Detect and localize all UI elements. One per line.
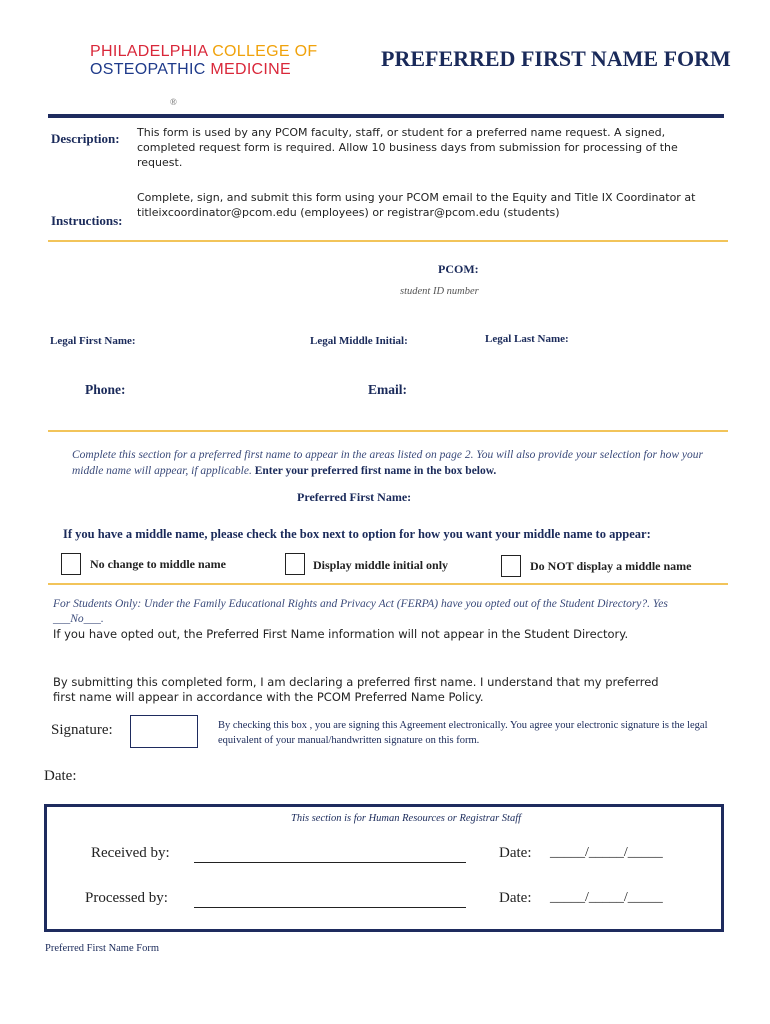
- hide-middle-checkbox[interactable]: [501, 555, 521, 577]
- staff-section-heading: This section is for Human Resources or Registrar Staff: [291, 813, 522, 824]
- ferpa-question: For Students Only: Under the Family Educational Rights and Privacy Act (FERPA) have you opted out of the Student Directory?. Yes ___No___.: [53, 598, 668, 625]
- no-change-checkbox[interactable]: [61, 553, 81, 575]
- esign-text: By checking this box , you are signing this Agreement electronically. You agree your electronic signature is the legal equivalent of your manual/handwritten signature on this form.: [218, 720, 708, 746]
- received-date-label: Date:: [499, 845, 532, 861]
- footer-text: Preferred First Name Form: [45, 943, 160, 954]
- email-label: Email:: [368, 382, 407, 397]
- declaration-text: By submitting this completed form, I am declaring a preferred first name. I understand that my preferred first name will appear in accordance with the PCOM Preferred Name Policy.: [53, 675, 659, 704]
- received-by-line[interactable]: [194, 862, 466, 863]
- signature-label: Signature:: [51, 722, 113, 738]
- middle-initial-checkbox[interactable]: [285, 553, 305, 575]
- pcom-id-hint: student ID number: [400, 286, 479, 297]
- form-title: PREFERRED FIRST NAME FORM: [381, 46, 731, 71]
- processed-by-label: Processed by:: [85, 890, 168, 906]
- processed-by-line[interactable]: [194, 907, 466, 908]
- logo-line-2: [90, 61, 291, 79]
- no-change-option-label: No change to middle name: [90, 557, 226, 571]
- section-divider-1: [48, 240, 728, 242]
- ferpa-note: If you have opted out, the Preferred First Name information will not appear in the Student Directory.: [53, 627, 629, 641]
- logo-text-main-1: PHILADELPHIA: [90, 43, 208, 60]
- logo-text-accent-1: COLLEGE OF: [212, 43, 318, 60]
- signature-box[interactable]: [130, 715, 198, 748]
- date-label: Date:: [44, 768, 77, 784]
- preferred-intro: [72, 447, 712, 479]
- legal-last-name-label: Legal Last Name:: [485, 333, 569, 345]
- pcom-id-label: PCOM:: [438, 262, 479, 276]
- legal-first-name-label: Legal First Name:: [50, 335, 136, 347]
- logo-text-main-2: OSTEOPATHIC: [90, 61, 206, 78]
- processed-date-blank[interactable]: _____/_____/_____: [550, 890, 663, 905]
- hide-middle-option-label: Do NOT display a middle name: [530, 559, 692, 573]
- legal-middle-initial-label: Legal Middle Initial:: [310, 335, 408, 347]
- registered-mark: ®: [170, 97, 177, 107]
- processed-date-label: Date:: [499, 890, 532, 906]
- section-divider-3: [48, 583, 728, 585]
- section-divider-2: [48, 430, 728, 432]
- preferred-intro-bold: Enter your preferred first name in the box below.: [254, 465, 497, 477]
- received-date-blank[interactable]: _____/_____/_____: [550, 845, 663, 860]
- received-by-label: Received by:: [91, 845, 170, 861]
- middle-name-question: If you have a middle name, please check the box next to option for how you want your middle name to appear:: [63, 527, 651, 541]
- middle-initial-option-label: Display middle initial only: [313, 558, 449, 572]
- logo-line-1: [90, 43, 317, 61]
- preferred-intro-italic: Complete this section for a preferred first name to appear in the areas listed on page 2. You will also provide your selection for how your middle name will appear, if applicable.: [72, 449, 703, 477]
- phone-label: Phone:: [85, 382, 126, 397]
- logo-text-accent-2: MEDICINE: [210, 61, 291, 78]
- preferred-first-name-label: Preferred First Name:: [297, 490, 412, 504]
- instructions-label: Instructions:: [51, 213, 123, 228]
- description-text: This form is used by any PCOM faculty, staff, or student for a preferred name request. A signed, completed request form is required. Allow 10 business days from submission for processing of the request.: [137, 126, 678, 169]
- description-label: Description:: [51, 131, 120, 146]
- header-divider: [48, 114, 724, 118]
- instructions-text: Complete, sign, and submit this form using your PCOM email to the Equity and Title IX Coordinator at titleixcoordinator@pcom.edu (employees) or registrar@pcom.edu (students): [137, 191, 696, 219]
